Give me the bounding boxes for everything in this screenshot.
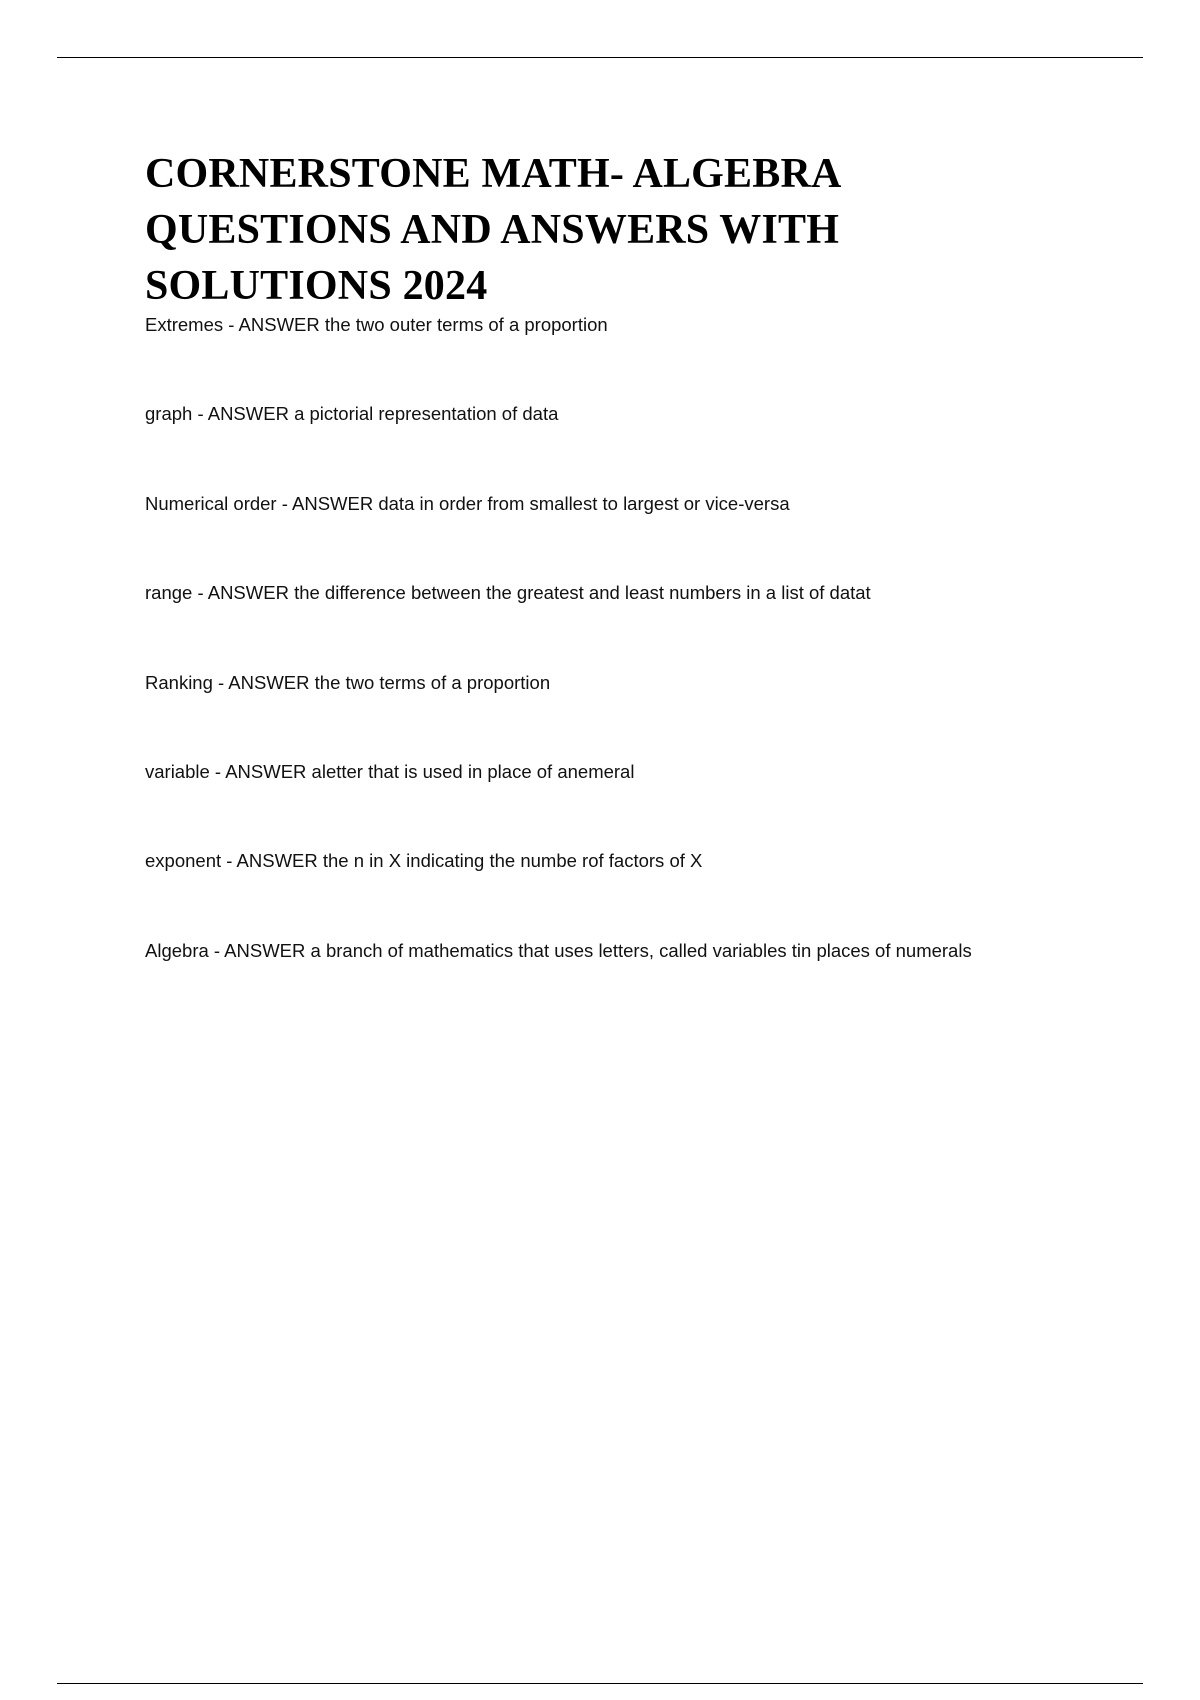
qa-entry-graph: graph - ANSWER a pictorial representation of data xyxy=(145,403,559,425)
title-line-3: SOLUTIONS 2024 xyxy=(145,263,488,309)
title-line-1: CORNERSTONE MATH- ALGEBRA xyxy=(145,151,842,197)
title-line-2: QUESTIONS AND ANSWERS WITH xyxy=(145,207,840,253)
qa-entry-variable: variable - ANSWER aletter that is used in place of anemeral xyxy=(145,760,635,782)
qa-entry-algebra: Algebra - ANSWER a branch of mathematics that uses letters, called variables tin places of numerals xyxy=(145,939,972,961)
document-title xyxy=(145,146,1145,314)
top-divider xyxy=(57,57,1143,58)
qa-entry-extremes: Extremes - ANSWER the two outer terms of a proportion xyxy=(145,314,608,335)
qa-entry-numerical-order: Numerical order - ANSWER data in order from smallest to largest or vice-versa xyxy=(145,492,790,514)
question-answer-list xyxy=(145,313,1145,1028)
qa-entry-exponent: exponent - ANSWER the n in X indicating the numbe rof factors of X xyxy=(145,850,703,872)
qa-entry-range: range - ANSWER the difference between the greatest and least numbers in a list of datat xyxy=(145,582,871,604)
qa-entry-ranking: Ranking - ANSWER the two terms of a proportion xyxy=(145,671,551,693)
bottom-divider xyxy=(57,1683,1143,1684)
